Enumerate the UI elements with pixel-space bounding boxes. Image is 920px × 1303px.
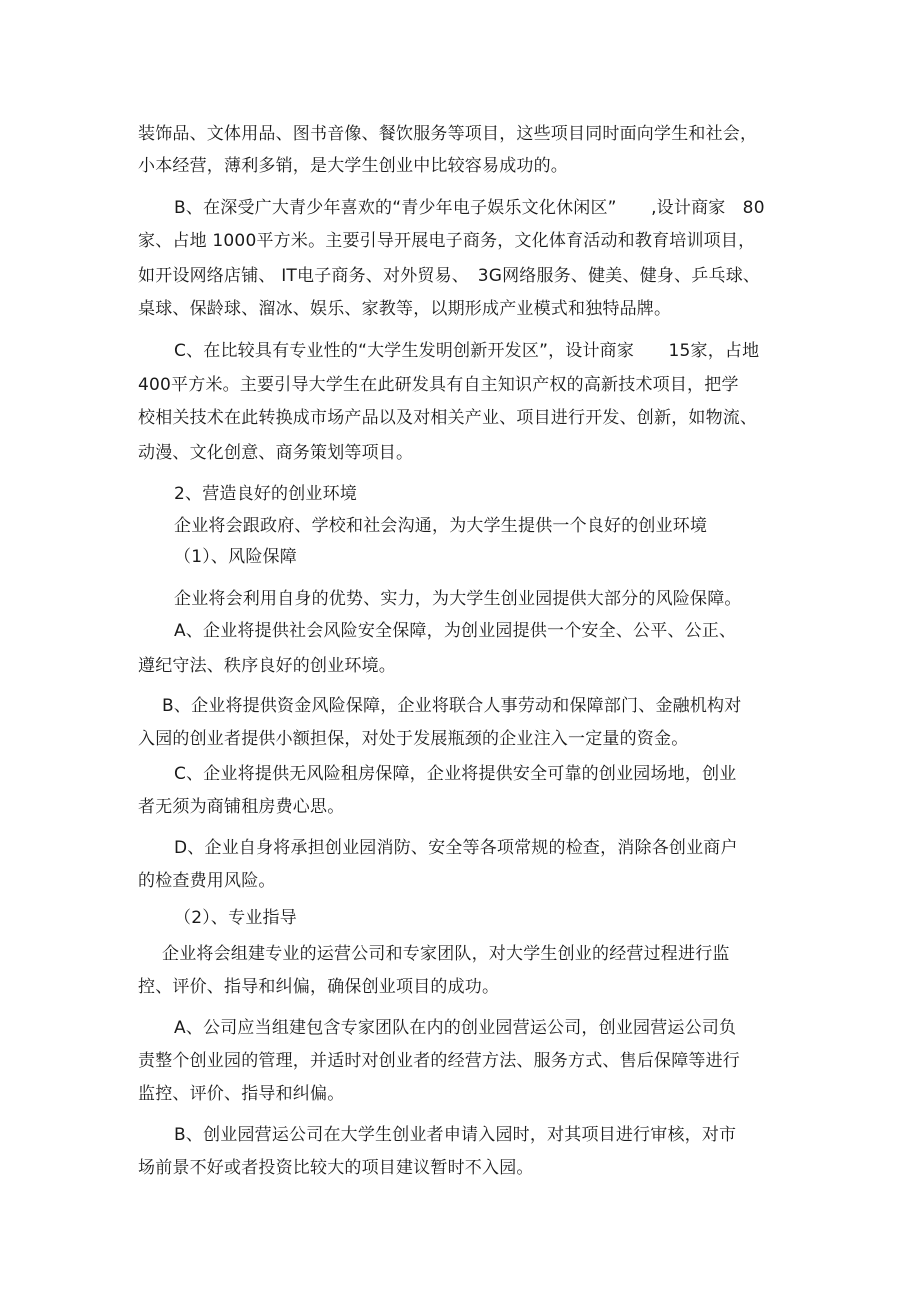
- text-line-17: B、企业将提供资金风险保障，企业将联合人事劳动和保障部门、金融机构对: [162, 696, 742, 716]
- text-line-1: 装饰品、文体用品、图书音像、餐饮服务等项目，这些项目同时面向学生和社会，: [138, 124, 758, 144]
- text-line-16: 遵纪守法、秩序良好的创业环境。: [138, 656, 396, 676]
- text-line-4: 家、占地 1000平方米。主要引导开展电子商务，文化体育活动和教育培训项目，: [138, 231, 756, 251]
- text-line-14: 企业将会利用自身的优势、实力，为大学生创业园提供大部分的风险保障。: [174, 589, 742, 609]
- text-line-21: D、企业自身将承担创业园消防、安全等各项常规的检查，消除各创业商户: [174, 838, 738, 858]
- text-line-3: B、在深受广大青少年喜欢的“青少年电子娱乐文化休闲区” ,设计商家 80: [174, 198, 765, 218]
- text-line-24: 企业将会组建专业的运营公司和专家团队，对大学生创业的经营过程进行监: [162, 944, 730, 964]
- text-line-6: 桌球、保龄球、溜冰、娱乐、家教等，以期形成产业模式和独特品牌。: [138, 299, 672, 319]
- text-line-12: 企业将会跟政府、学校和社会沟通，为大学生提供一个良好的创业环境: [174, 516, 708, 536]
- text-line-11: 2、营造良好的创业环境: [174, 484, 358, 504]
- text-line-27: 责整个创业园的管理，并适时对创业者的经营方法、服务方式、售后保障等进行: [138, 1051, 740, 1071]
- text-line-8: 400平方米。主要引导大学生在此研发具有自主知识产权的高新技术项目，把学: [138, 375, 739, 395]
- text-line-10: 动漫、文化创意、商务策划等项目。: [138, 443, 414, 463]
- text-line-7: C、在比较具有专业性的“大学生发明创新开发区”，设计商家 15家，占地: [174, 341, 760, 361]
- text-line-29: B、创业园营运公司在大学生创业者申请入园时，对其项目进行审核，对市: [174, 1125, 737, 1145]
- text-line-5: 如开设网络店铺、 IT电子商务、对外贸易、 3G网络服务、健美、健身、乒乓球、: [138, 266, 761, 286]
- text-line-23: （2）、专业指导: [174, 908, 297, 928]
- text-line-25: 控、评价、指导和纠偏，确保创业项目的成功。: [138, 977, 500, 997]
- text-line-19: C、企业将提供无风险租房保障，企业将提供安全可靠的创业园场地，创业: [174, 764, 737, 784]
- text-line-30: 场前景不好或者投资比较大的项目建议暂时不入园。: [138, 1158, 534, 1178]
- text-line-26: A、公司应当组建包含专家团队在内的创业园营运公司，创业园营运公司负: [174, 1018, 737, 1038]
- text-line-15: A、企业将提供社会风险安全保障，为创业园提供一个安全、公平、公正、: [174, 621, 737, 641]
- text-line-22: 的检查费用风险。: [138, 871, 276, 891]
- text-line-18: 入园的创业者提供小额担保，对处于发展瓶颈的企业注入一定量的资金。: [138, 729, 689, 749]
- text-line-28: 监控、评价、指导和纠偏。: [138, 1084, 345, 1104]
- text-line-13: （1）、风险保障: [174, 547, 297, 567]
- text-line-9: 校相关技术在此转换成市场产品以及对相关产业、项目进行开发、创新，如物流、: [138, 408, 758, 428]
- text-line-20: 者无须为商铺租房费心思。: [138, 797, 345, 817]
- text-line-2: 小本经营，薄利多销，是大学生创业中比较容易成功的。: [138, 156, 568, 176]
